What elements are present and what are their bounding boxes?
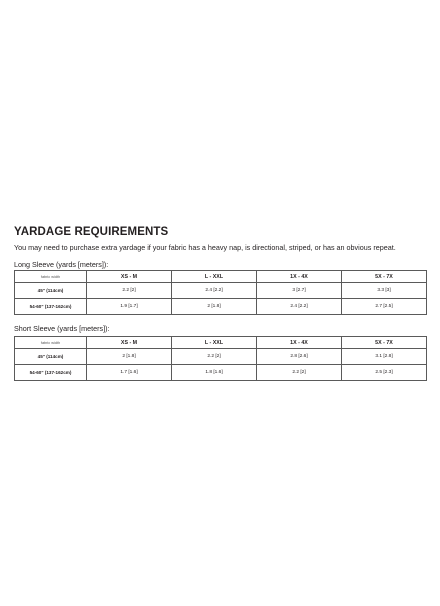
size-header: 5X - 7X <box>342 337 427 349</box>
size-header: 1X - 4X <box>257 337 342 349</box>
yardage-cell: 2.7 [2.5] <box>342 299 427 315</box>
size-header: 5X - 7X <box>342 271 427 283</box>
page-title: YARDAGE REQUIREMENTS <box>14 226 169 238</box>
size-header: 1X - 4X <box>257 271 342 283</box>
long-sleeve-label: Long Sleeve (yards [meters]): <box>14 260 109 269</box>
yardage-cell: 2.2 [2] <box>257 365 342 381</box>
yardage-cell: 2.5 [2.3] <box>342 365 427 381</box>
size-header: XS - M <box>87 337 172 349</box>
yardage-cell: 2.2 [2] <box>172 349 257 365</box>
size-header: L - XXL <box>172 337 257 349</box>
yardage-cell: 2.4 [2.2] <box>257 299 342 315</box>
yardage-cell: 2.2 [2] <box>87 283 172 299</box>
yardage-cell: 2.4 [2.2] <box>172 283 257 299</box>
yardage-cell: 3.3 [3] <box>342 283 427 299</box>
table-row <box>15 349 427 365</box>
yardage-cell: 2 [1.8] <box>87 349 172 365</box>
yardage-cell: 3 [2.7] <box>257 283 342 299</box>
yardage-cell: 1.7 [1.6] <box>87 365 172 381</box>
fabric-width-cell: 54-60" (137-162cm) <box>15 299 87 315</box>
fabric-width-header: fabric width <box>15 337 87 349</box>
long-sleeve-table <box>14 270 427 315</box>
fabric-width-cell: 45" (114cm) <box>15 283 87 299</box>
yardage-cell: 1.8 [1.6] <box>172 365 257 381</box>
table-header-row <box>15 271 427 283</box>
size-header: XS - M <box>87 271 172 283</box>
yardage-cell: 3.1 [2.8] <box>342 349 427 365</box>
fabric-width-header: fabric width <box>15 271 87 283</box>
table-row <box>15 299 427 315</box>
intro-text: You may need to purchase extra yardage if your fabric has a heavy nap, is directional, striped, or has an obvious repeat. <box>14 243 396 252</box>
fabric-width-cell: 45" (114cm) <box>15 349 87 365</box>
size-header: L - XXL <box>172 271 257 283</box>
yardage-cell: 2 [1.8] <box>172 299 257 315</box>
table-row <box>15 283 427 299</box>
table-header-row <box>15 337 427 349</box>
yardage-cell: 1.9 [1.7] <box>87 299 172 315</box>
fabric-width-cell: 54-60" (137-162cm) <box>15 365 87 381</box>
short-sleeve-label: Short Sleeve (yards [meters]): <box>14 324 110 333</box>
yardage-cell: 2.8 [2.6] <box>257 349 342 365</box>
short-sleeve-table <box>14 336 427 381</box>
table-row <box>15 365 427 381</box>
